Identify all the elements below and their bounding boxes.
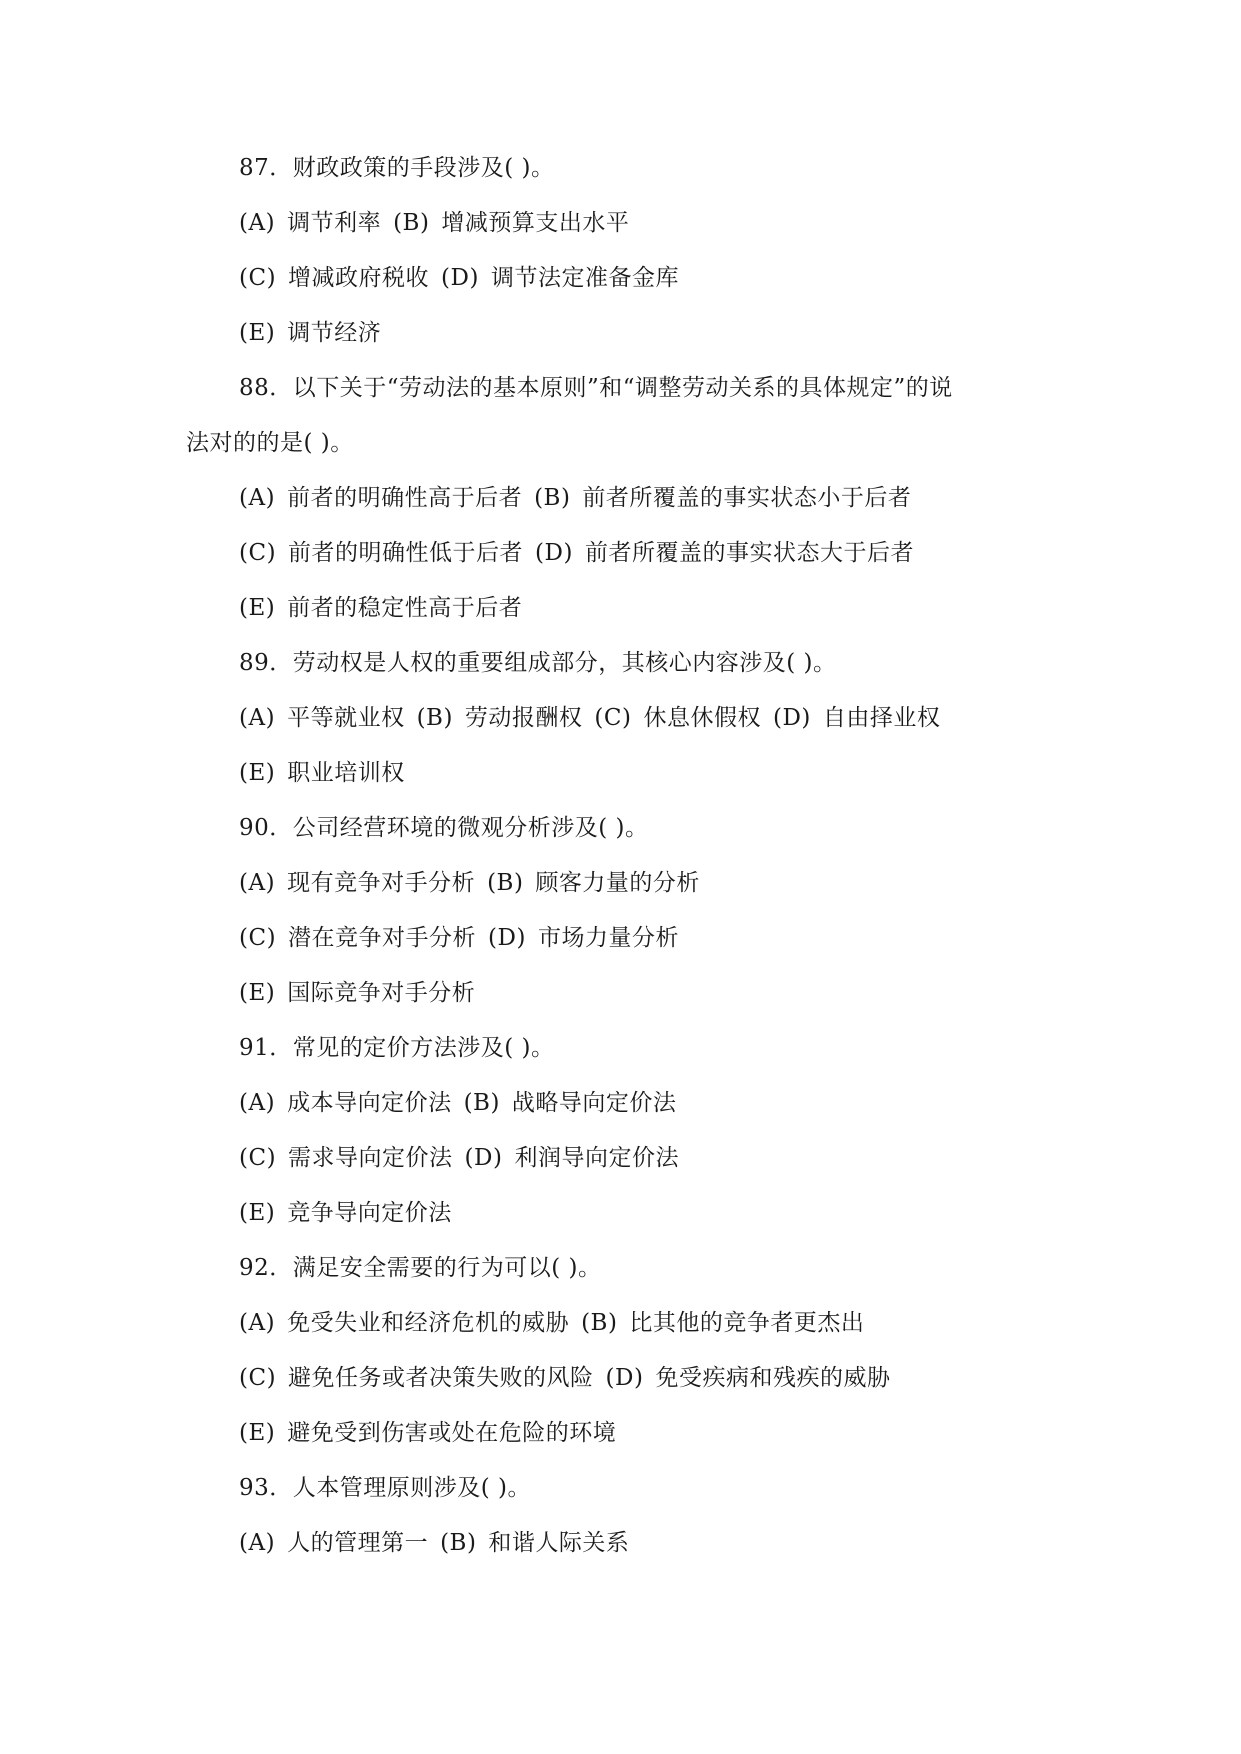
option-row bbox=[186, 1516, 1056, 1571]
option-text: 避免任务或者决策失败的风险 bbox=[288, 1365, 594, 1391]
option-row bbox=[186, 471, 1056, 526]
option-text: 平等就业权 bbox=[287, 705, 405, 731]
option-row bbox=[186, 1186, 1056, 1241]
question-block bbox=[186, 1241, 1056, 1461]
option-row bbox=[186, 691, 1056, 746]
option-row bbox=[186, 911, 1056, 966]
option-letter: (C) bbox=[239, 265, 277, 291]
option-row bbox=[186, 526, 1056, 581]
option-row bbox=[186, 1296, 1056, 1351]
option-letter: (D) bbox=[535, 540, 573, 566]
option-letter: (D) bbox=[605, 1365, 644, 1391]
option-text: 潜在竞争对手分析 bbox=[288, 925, 477, 951]
option-letter: (E) bbox=[239, 595, 276, 621]
option-letter: (B) bbox=[463, 1090, 500, 1116]
option-text: 比其他的竞争者更杰出 bbox=[629, 1310, 865, 1336]
option-text: 休息休假权 bbox=[643, 705, 761, 731]
option-text: 职业培训权 bbox=[287, 760, 405, 786]
option-row bbox=[186, 306, 1056, 361]
option-row bbox=[186, 251, 1056, 306]
question-block bbox=[186, 1021, 1056, 1241]
option-letter: (E) bbox=[239, 320, 276, 346]
question-stem: 89．劳动权是人权的重要组成部分，其核心内容涉及( )。 bbox=[239, 650, 837, 676]
question-stem: 93．人本管理原则涉及( )。 bbox=[239, 1475, 532, 1501]
option-row bbox=[186, 1351, 1056, 1406]
option-text: 劳动报酬权 bbox=[464, 705, 583, 731]
option-text: 和谐人际关系 bbox=[488, 1530, 630, 1556]
question-block bbox=[186, 141, 1056, 361]
option-text: 增减政府税收 bbox=[288, 265, 430, 291]
question-block bbox=[186, 361, 1056, 636]
option-text: 自由择业权 bbox=[822, 705, 941, 731]
option-row bbox=[186, 1406, 1056, 1461]
option-letter: (A) bbox=[239, 1310, 276, 1336]
option-letter: (A) bbox=[239, 485, 276, 511]
option-row bbox=[186, 966, 1056, 1021]
question-stem: 92．满足安全需要的行为可以( )。 bbox=[239, 1255, 602, 1281]
option-letter: (C) bbox=[594, 705, 632, 731]
option-text: 现有竞争对手分析 bbox=[287, 870, 476, 896]
option-text: 增减预算支出水平 bbox=[441, 210, 630, 236]
question-block bbox=[186, 636, 1056, 801]
option-text: 前者的明确性低于后者 bbox=[288, 540, 524, 566]
option-letter: (A) bbox=[239, 870, 276, 896]
question-stem: 91．常见的定价方法涉及( )。 bbox=[239, 1035, 555, 1061]
option-letter: (D) bbox=[464, 1145, 503, 1171]
option-letter: (B) bbox=[487, 870, 524, 896]
option-letter: (B) bbox=[416, 705, 453, 731]
question-stem-continuation: 法对的的是( )。 bbox=[186, 430, 354, 456]
option-row bbox=[186, 856, 1056, 911]
option-letter: (B) bbox=[440, 1530, 477, 1556]
option-text: 顾客力量的分析 bbox=[535, 870, 700, 896]
option-row bbox=[186, 1131, 1056, 1186]
option-letter: (E) bbox=[239, 1420, 276, 1446]
option-text: 免受失业和经济危机的威胁 bbox=[287, 1310, 570, 1336]
option-text: 免受疾病和残疾的威胁 bbox=[655, 1365, 891, 1391]
option-letter: (A) bbox=[239, 1530, 276, 1556]
option-letter: (D) bbox=[488, 925, 526, 951]
option-text: 竞争导向定价法 bbox=[287, 1200, 452, 1226]
option-text: 国际竞争对手分析 bbox=[287, 980, 476, 1006]
option-letter: (A) bbox=[239, 210, 276, 236]
question-stem: 90．公司经营环境的微观分析涉及( )。 bbox=[239, 815, 649, 841]
option-text: 前者的稳定性高于后者 bbox=[287, 595, 523, 621]
question-block bbox=[186, 1461, 1056, 1571]
option-letter: (D) bbox=[441, 265, 479, 291]
option-text: 需求导向定价法 bbox=[288, 1145, 453, 1171]
option-row bbox=[186, 196, 1056, 251]
option-row bbox=[186, 1076, 1056, 1131]
question-stem: 88．以下关于“劳动法的基本原则”和“调整劳动关系的具体规定”的说 bbox=[239, 375, 953, 401]
option-text: 调节经济 bbox=[287, 320, 382, 346]
option-text: 避免受到伤害或处在危险的环境 bbox=[287, 1420, 617, 1446]
option-row bbox=[186, 746, 1056, 801]
option-text: 利润导向定价法 bbox=[514, 1145, 679, 1171]
option-letter: (D) bbox=[772, 705, 811, 731]
option-letter: (B) bbox=[534, 485, 571, 511]
option-letter: (E) bbox=[239, 1200, 276, 1226]
question-stem: 87．财政政策的手段涉及( )。 bbox=[239, 155, 555, 181]
option-letter: (B) bbox=[393, 210, 430, 236]
question-block bbox=[186, 801, 1056, 1021]
option-text: 前者所覆盖的事实状态小于后者 bbox=[582, 485, 912, 511]
option-letter: (C) bbox=[239, 540, 277, 566]
option-letter: (B) bbox=[581, 1310, 618, 1336]
option-text: 人的管理第一 bbox=[287, 1530, 429, 1556]
option-text: 市场力量分析 bbox=[537, 925, 679, 951]
option-letter: (C) bbox=[239, 1365, 277, 1391]
option-letter: (C) bbox=[239, 1145, 277, 1171]
option-letter: (A) bbox=[239, 705, 276, 731]
option-text: 前者所覆盖的事实状态大于后者 bbox=[584, 540, 914, 566]
option-row bbox=[186, 581, 1056, 636]
option-letter: (A) bbox=[239, 1090, 276, 1116]
option-letter: (C) bbox=[239, 925, 277, 951]
option-text: 战略导向定价法 bbox=[511, 1090, 677, 1116]
option-text: 前者的明确性高于后者 bbox=[287, 485, 523, 511]
option-text: 调节利率 bbox=[287, 210, 382, 236]
option-letter: (E) bbox=[239, 980, 276, 1006]
option-letter: (E) bbox=[239, 760, 276, 786]
question-list bbox=[186, 141, 1056, 1571]
option-text: 调节法定准备金库 bbox=[490, 265, 679, 291]
option-text: 成本导向定价法 bbox=[287, 1090, 452, 1116]
